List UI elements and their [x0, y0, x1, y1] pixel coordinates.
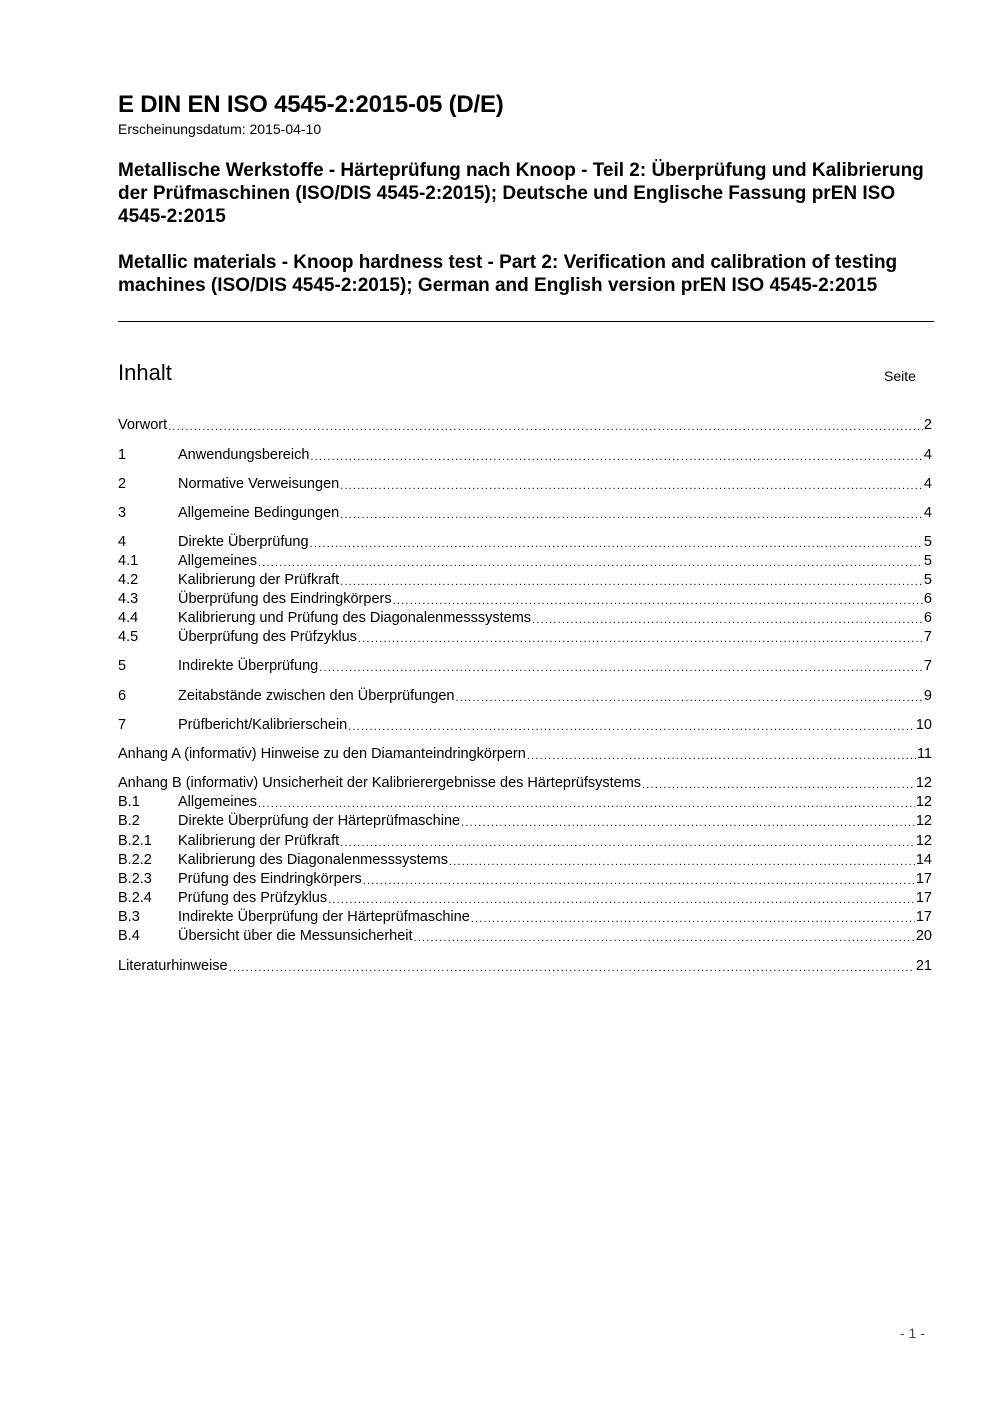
toc-dot-leader	[363, 873, 915, 889]
toc-entry-title: Anhang A (informativ) Hinweise zu den Diamanteindringkörpern	[118, 746, 526, 762]
toc-entry-page: 17	[915, 890, 932, 906]
toc-entry[interactable]	[118, 416, 932, 435]
toc-entry[interactable]	[118, 590, 932, 609]
toc-entry-page: 4	[923, 447, 932, 463]
toc-dot-leader	[229, 960, 915, 976]
toc-entry-title: Normative Verweisungen	[178, 476, 340, 492]
toc-entry[interactable]	[118, 552, 932, 571]
toc-entry[interactable]	[118, 628, 932, 647]
toc-entry-title: Allgemeines	[178, 553, 257, 569]
toc-entry[interactable]	[118, 957, 932, 976]
toc-entry-title: Vorwort	[118, 417, 168, 433]
toc-entry-number: 4.1	[118, 553, 139, 569]
document-number: E DIN EN ISO 4545-2:2015-05 (D/E)	[118, 91, 504, 118]
toc-entry-page: 12	[915, 775, 932, 791]
toc-entry-page: 12	[915, 833, 932, 849]
toc-dot-leader	[449, 854, 915, 870]
toc-dot-leader	[310, 536, 923, 552]
toc-entry-title: Anwendungsbereich	[178, 447, 310, 463]
toc-entry[interactable]	[118, 870, 932, 889]
title-divider	[118, 321, 934, 322]
toc-entry-title: Übersicht über die Messunsicherheit	[178, 928, 413, 944]
toc-entry[interactable]	[118, 533, 932, 552]
toc-entry-title: Anhang B (informativ) Unsicherheit der Kalibrierergebnisse des Härteprüfsystems	[118, 775, 642, 791]
toc-entry-number: B.3	[118, 909, 140, 925]
toc-entry-number: 2	[118, 476, 127, 492]
toc-entry-page: 12	[915, 794, 932, 810]
toc-entry-number: 4.5	[118, 629, 139, 645]
toc-entry-title: Überprüfung des Prüfzyklus	[178, 629, 357, 645]
toc-heading: Inhalt	[118, 360, 172, 385]
toc-dot-leader	[340, 835, 915, 851]
toc-entry-page: 5	[923, 553, 932, 569]
toc-entry-title: Zeitabstände zwischen den Überprüfungen	[178, 688, 455, 704]
toc-entry-page: 9	[923, 688, 932, 704]
title-english: Metallic materials - Knoop hardness test - Part 2: Verification and calibration of testing machines (ISO/DIS 4545-2:2015); German and English version prEN ISO 4545-2:2015	[118, 252, 898, 296]
toc-entry-page: 7	[923, 658, 932, 674]
toc-entry-number: 4.4	[118, 610, 139, 626]
toc-entry-number: B.2.1	[118, 833, 152, 849]
toc-entry-page: 14	[915, 852, 932, 868]
toc-dot-leader	[642, 777, 915, 793]
toc-entry[interactable]	[118, 504, 932, 523]
toc-entry-number: 5	[118, 658, 127, 674]
toc-entry-number: 4.3	[118, 591, 139, 607]
toc-entry-title: Allgemeine Bedingungen	[178, 505, 340, 521]
toc-dot-leader	[461, 815, 915, 831]
toc-dot-leader	[340, 507, 923, 523]
toc-dot-leader	[168, 419, 923, 435]
toc-entry-page: 11	[916, 746, 932, 762]
toc-entry-number: 6	[118, 688, 127, 704]
toc-entry-number: 7	[118, 717, 127, 733]
toc-entry[interactable]	[118, 927, 932, 946]
toc-entry-title: Literaturhinweise	[118, 958, 228, 974]
toc-dot-leader	[532, 612, 923, 628]
page-number: - 1 -	[900, 1325, 925, 1341]
toc-entry[interactable]	[118, 446, 932, 465]
toc-page-column-label: Seite	[884, 368, 916, 384]
toc-entry[interactable]	[118, 832, 932, 851]
toc-entry[interactable]	[118, 687, 932, 706]
toc-dot-leader	[414, 930, 915, 946]
toc-entry-page: 10	[915, 717, 932, 733]
toc-entry-title: Prüfung des Eindringkörpers	[178, 871, 362, 887]
toc-dot-leader	[340, 478, 923, 494]
toc-entry[interactable]	[118, 851, 932, 870]
toc-entry-page: 5	[923, 572, 932, 588]
toc-entry[interactable]	[118, 657, 932, 676]
toc-dot-leader	[471, 911, 915, 927]
toc-entry-number: 3	[118, 505, 127, 521]
toc-entry-page: 12	[915, 813, 932, 829]
toc-entry[interactable]	[118, 908, 932, 927]
toc-dot-leader	[319, 660, 923, 676]
toc-entry-number: 4.2	[118, 572, 139, 588]
toc-entry-title: Direkte Überprüfung der Härteprüfmaschine	[178, 813, 461, 829]
toc-dot-leader	[455, 690, 922, 706]
toc-entry[interactable]	[118, 793, 932, 812]
toc-entry[interactable]	[118, 571, 932, 590]
toc-entry-title: Kalibrierung und Prüfung des Diagonalenmesssystems	[178, 610, 532, 626]
toc-entry-number: 1	[118, 447, 127, 463]
toc-entry-number: 4	[118, 534, 127, 550]
toc-entry-title: Überprüfung des Eindringkörpers	[178, 591, 392, 607]
toc-entry-number: B.2.3	[118, 871, 152, 887]
toc-entry-number: B.2.2	[118, 852, 152, 868]
toc-entry-number: B.2	[118, 813, 140, 829]
toc-entry[interactable]	[118, 716, 932, 735]
toc-entry-title: Kalibrierung der Prüfkraft	[178, 572, 340, 588]
toc-dot-leader	[340, 574, 923, 590]
toc-dot-leader	[258, 555, 923, 571]
toc-entry-page: 2	[923, 417, 932, 433]
toc-dot-leader	[527, 748, 916, 764]
toc-entry[interactable]	[118, 475, 932, 494]
toc-entry-page: 20	[915, 928, 932, 944]
toc-dot-leader	[358, 631, 923, 647]
toc-dot-leader	[310, 449, 923, 465]
toc-entry[interactable]	[118, 745, 932, 764]
publication-date: Erscheinungsdatum: 2015-04-10	[118, 121, 322, 137]
toc-dot-leader	[393, 593, 923, 609]
toc-entry-title: Prüfung des Prüfzyklus	[178, 890, 328, 906]
toc-entry-number: B.1	[118, 794, 140, 810]
toc-entry-page: 6	[923, 591, 932, 607]
toc-dot-leader	[328, 892, 915, 908]
toc-entry-page: 6	[923, 610, 932, 626]
toc-entry-number: B.4	[118, 928, 140, 944]
toc-entry-page: 4	[923, 505, 932, 521]
toc-entry-number: B.2.4	[118, 890, 152, 906]
toc-entry-title: Indirekte Überprüfung der Härteprüfmaschine	[178, 909, 470, 925]
toc-entry-title: Indirekte Überprüfung	[178, 658, 319, 674]
toc-entry-title: Kalibrierung der Prüfkraft	[178, 833, 340, 849]
toc-entry[interactable]	[118, 889, 932, 908]
toc-entry-page: 17	[915, 871, 932, 887]
toc-entry[interactable]	[118, 774, 932, 793]
toc-entry-page: 7	[923, 629, 932, 645]
toc-entry-title: Allgemeines	[178, 794, 257, 810]
toc-entry-page: 21	[915, 958, 932, 974]
toc-entry-page: 17	[915, 909, 932, 925]
toc-dot-leader	[348, 719, 915, 735]
toc-dot-leader	[258, 796, 915, 812]
toc-entry-page: 5	[923, 534, 932, 550]
toc-entry-page: 4	[923, 476, 932, 492]
toc-entry[interactable]	[118, 812, 932, 831]
title-german: Metallische Werkstoffe - Härteprüfung nach Knoop - Teil 2: Überprüfung und Kalibrierung der Prüfmaschinen (ISO/DIS 4545-2:2015); Deutsche und Englische Fassung prEN ISO 4545-2:2015	[118, 160, 924, 227]
toc-entry-title: Direkte Überprüfung	[178, 534, 309, 550]
toc-entry-title: Prüfbericht/Kalibrierschein	[178, 717, 348, 733]
toc-entry[interactable]	[118, 609, 932, 628]
toc-entry-title: Kalibrierung des Diagonalenmesssystems	[178, 852, 448, 868]
